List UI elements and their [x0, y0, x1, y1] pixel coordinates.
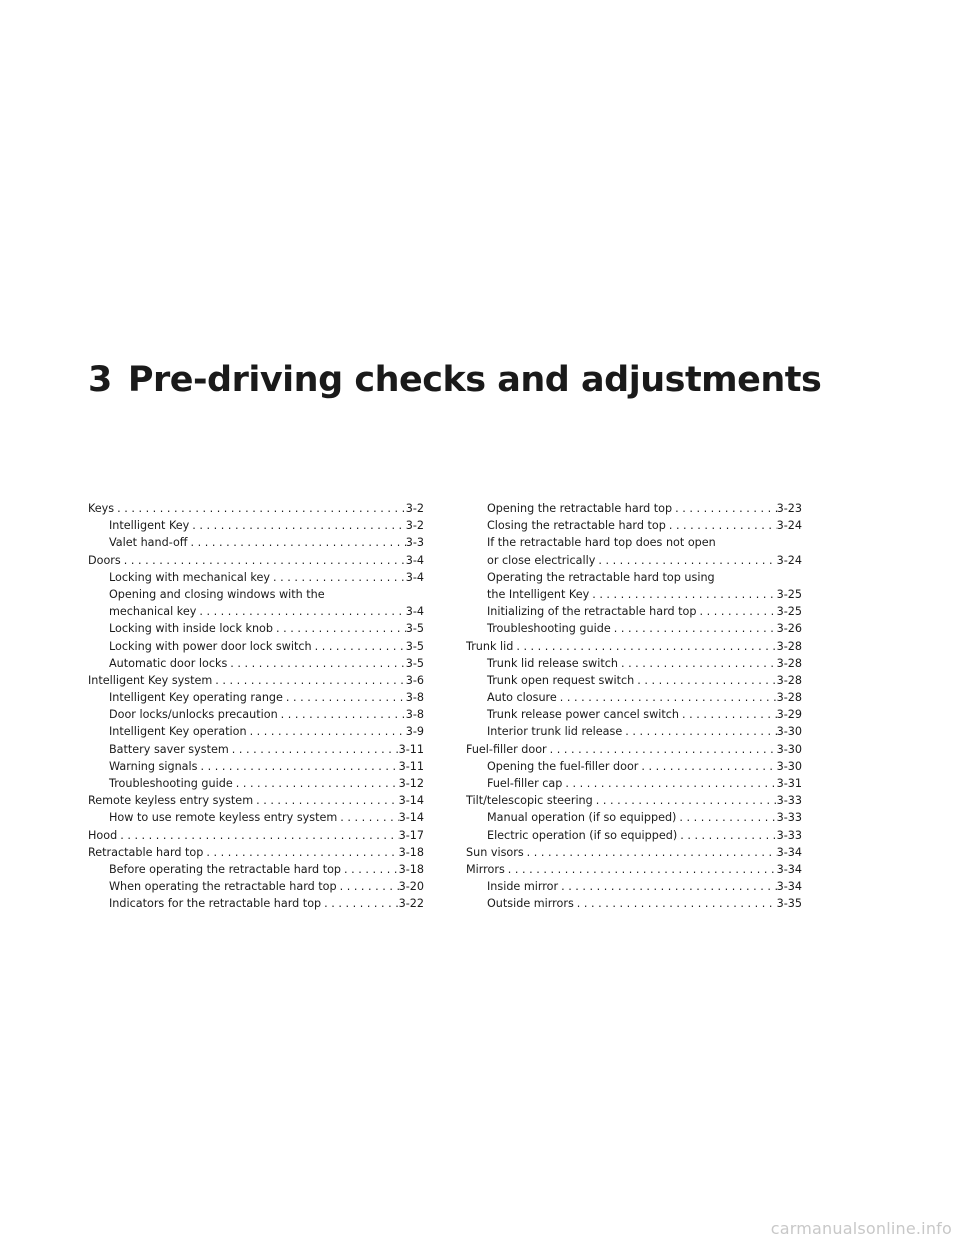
toc-entry-label: Outside mirrors — [487, 897, 574, 911]
dot-leader — [547, 741, 777, 758]
toc-entry[interactable] — [466, 534, 802, 551]
dot-leader — [611, 620, 777, 637]
toc-entry-label: Opening and closing windows with the — [109, 587, 325, 601]
dot-leader — [666, 517, 777, 534]
toc-entry-page: 3-28 — [776, 691, 802, 705]
toc-entry[interactable] — [88, 844, 424, 861]
toc-entry-label: the Intelligent Key — [487, 587, 590, 601]
dot-leader — [337, 809, 398, 826]
toc-entry-label: Troubleshooting guide — [487, 622, 611, 636]
dot-leader — [197, 758, 398, 775]
toc-entry[interactable] — [88, 878, 424, 895]
toc-entry-label: Interior trunk lid release — [487, 725, 623, 739]
toc-column-right — [466, 500, 802, 913]
toc-entry[interactable] — [466, 603, 802, 620]
toc-entry[interactable] — [88, 723, 424, 740]
toc-entry-page: 3-22 — [398, 897, 424, 911]
toc-entry-label: mechanical key — [109, 605, 197, 619]
dot-leader — [189, 517, 405, 534]
toc-entry-page: 3-5 — [405, 656, 424, 670]
toc-entry-label: Operating the retractable hard top using — [487, 570, 715, 584]
toc-entry[interactable] — [466, 758, 802, 775]
toc-entry-page: 3-4 — [405, 605, 424, 619]
dot-leader — [524, 844, 777, 861]
toc-entry-page: 3-28 — [776, 656, 802, 670]
toc-entry-label: Door locks/unlocks precaution — [109, 708, 278, 722]
toc-entry[interactable] — [88, 809, 424, 826]
toc-entry-label: Closing the retractable hard top — [487, 519, 666, 533]
dot-leader — [114, 500, 406, 517]
toc-entry-label: Inside mirror — [487, 880, 559, 894]
toc-entry[interactable] — [466, 689, 802, 706]
dot-leader — [513, 638, 776, 655]
toc-entry-label: Tilt/telescopic steering — [466, 794, 593, 808]
toc-entry-label: Intelligent Key system — [88, 673, 213, 687]
dot-leader — [505, 861, 777, 878]
toc-entry-page: 3-30 — [776, 759, 802, 773]
toc-entry[interactable] — [88, 655, 424, 672]
toc-entry-page: 3-34 — [776, 880, 802, 894]
toc-entry[interactable] — [466, 878, 802, 895]
toc-entry-label: Opening the retractable hard top — [487, 502, 673, 515]
toc-entry[interactable] — [88, 603, 424, 620]
dot-leader — [574, 895, 777, 912]
toc-entry[interactable] — [88, 689, 424, 706]
toc-entry-label: Fuel-filler door — [466, 742, 547, 756]
dot-leader — [253, 792, 399, 809]
toc-entry-page: 3-33 — [776, 828, 802, 842]
toc-entry-page: 3-34 — [776, 862, 802, 876]
toc-entry-page: 3-30 — [776, 742, 802, 756]
toc-entry-label: Mirrors — [466, 862, 505, 876]
toc-entry-page: 3-12 — [398, 777, 424, 790]
dot-leader — [672, 500, 776, 517]
dot-leader — [117, 827, 398, 844]
dot-leader — [188, 534, 406, 551]
chapter-title-text: Pre-driving checks and adjustments — [127, 360, 822, 400]
toc-entry[interactable] — [466, 655, 802, 672]
toc-entry-label: Keys — [88, 502, 115, 515]
toc-entry[interactable] — [88, 569, 424, 586]
toc-entry-page: 3-28 — [776, 673, 802, 687]
chapter-number: 3 — [88, 360, 112, 400]
toc-entry[interactable] — [88, 758, 424, 775]
dot-leader — [677, 827, 776, 844]
dot-leader — [618, 655, 777, 672]
dot-leader — [558, 878, 777, 895]
toc-entry-page: 3-11 — [398, 759, 424, 773]
dot-leader — [196, 603, 405, 620]
toc-entry-label: Fuel-filler cap — [487, 777, 563, 790]
toc-entry-label: Intelligent Key operating range — [109, 691, 283, 705]
dot-leader — [638, 758, 776, 775]
dot-leader — [679, 706, 777, 723]
toc-entry[interactable] — [88, 500, 424, 517]
chapter-title — [88, 360, 821, 400]
dot-leader — [233, 775, 399, 792]
toc-entry-page: 3-20 — [398, 880, 424, 894]
dot-leader — [562, 775, 776, 792]
toc-entry[interactable] — [88, 827, 424, 844]
toc-entry-page: 3-2 — [405, 502, 424, 515]
toc-entry[interactable] — [88, 586, 424, 603]
toc-entry-page: 3-2 — [405, 519, 424, 533]
toc-entry-label: When operating the retractable hard top — [109, 880, 337, 894]
toc-entry-page: 3-30 — [776, 725, 802, 739]
dot-leader — [229, 741, 399, 758]
dot-leader — [121, 552, 406, 569]
toc-entry-label: Battery saver system — [109, 742, 229, 756]
dot-leader — [247, 723, 406, 740]
toc-entry-label: Troubleshooting guide — [109, 777, 233, 790]
toc-entry-label: Manual operation (if so equipped) — [487, 811, 677, 825]
toc-entry-label: Valet hand-off — [109, 536, 188, 550]
toc-entry[interactable] — [88, 638, 424, 655]
toc-entry-label: Locking with power door lock switch — [109, 639, 312, 653]
toc-entry[interactable] — [466, 569, 802, 586]
toc-entry-page: 3-14 — [398, 794, 424, 808]
toc-entry[interactable] — [88, 895, 424, 912]
toc-entry-page: 3-4 — [405, 570, 424, 584]
toc-entry[interactable] — [88, 775, 424, 792]
dot-leader — [341, 861, 399, 878]
dot-leader — [337, 878, 399, 895]
toc-entry-page: 3-25 — [776, 605, 802, 619]
toc-entry[interactable] — [88, 792, 424, 809]
dot-leader — [589, 586, 776, 603]
toc-entry[interactable] — [88, 552, 424, 569]
toc-entry-page: 3-5 — [405, 622, 424, 636]
dot-leader — [557, 689, 777, 706]
dot-leader — [283, 689, 406, 706]
toc-entry[interactable] — [466, 827, 802, 844]
toc-entry-page: 3-35 — [776, 897, 802, 911]
toc-entry-page: 3-34 — [776, 845, 802, 859]
toc-entry[interactable] — [466, 741, 802, 758]
toc-entry-page: 3-5 — [405, 639, 424, 653]
toc-entry-page: 3-18 — [398, 845, 424, 859]
dot-leader — [312, 638, 406, 655]
toc-entry[interactable] — [88, 672, 424, 689]
toc-entry-page: 3-4 — [405, 553, 424, 567]
toc-entry-page: 3-26 — [776, 622, 802, 636]
toc-entry-label: How to use remote keyless entry system — [109, 811, 338, 825]
toc-entry-page: 3-6 — [405, 673, 424, 687]
dot-leader — [697, 603, 777, 620]
dot-leader — [634, 672, 776, 689]
toc-entry-label: Intelligent Key operation — [109, 725, 247, 739]
toc-entry-page: 3-18 — [398, 862, 424, 876]
toc-entry-page: 3-3 — [405, 536, 424, 550]
dot-leader — [212, 672, 405, 689]
toc-entry-page: 3-8 — [405, 708, 424, 722]
toc-entry[interactable] — [466, 792, 802, 809]
dot-leader — [595, 552, 776, 569]
toc-entry-label: Locking with mechanical key — [109, 570, 270, 584]
toc-entry-label: Retractable hard top — [88, 845, 204, 859]
toc-entry-label: If the retractable hard top does not open — [487, 536, 716, 550]
toc-entry-label: Sun visors — [466, 845, 524, 859]
toc-entry[interactable] — [466, 517, 802, 534]
toc-entry[interactable] — [88, 517, 424, 534]
toc-entry-label: Trunk lid — [466, 639, 514, 653]
toc-entry-page: 3-28 — [776, 639, 802, 653]
toc-entry[interactable] — [88, 861, 424, 878]
toc-entry-page: 3-17 — [398, 828, 424, 842]
dot-leader — [273, 620, 406, 637]
toc-entry-label: Trunk release power cancel switch — [487, 708, 679, 722]
toc-entry[interactable] — [466, 706, 802, 723]
toc-entry[interactable] — [88, 620, 424, 637]
toc-column-left — [88, 500, 424, 913]
dot-leader — [203, 844, 398, 861]
toc-entry-page: 3-29 — [776, 708, 802, 722]
toc-entry[interactable] — [466, 775, 802, 792]
toc-entry[interactable] — [466, 809, 802, 826]
toc-entry-label: or close electrically — [487, 553, 596, 567]
toc-entry-page: 3-24 — [776, 519, 802, 533]
toc-entry[interactable] — [466, 844, 802, 861]
toc-entry-label: Electric operation (if so equipped) — [487, 828, 678, 842]
toc-entry[interactable] — [88, 706, 424, 723]
toc-entry[interactable] — [88, 741, 424, 758]
toc-entry-page: 3-23 — [776, 502, 802, 515]
toc-entry[interactable] — [466, 620, 802, 637]
toc-entry[interactable] — [466, 895, 802, 912]
toc-entry-page: 3-14 — [398, 811, 424, 825]
toc-entry-page: 3-9 — [405, 725, 424, 739]
toc-entry-label: Intelligent Key — [109, 519, 190, 533]
toc-entry[interactable] — [88, 534, 424, 551]
toc-entry-page: 3-33 — [776, 811, 802, 825]
dot-leader — [622, 723, 776, 740]
toc-entry-label: Indicators for the retractable hard top — [109, 897, 322, 911]
toc-entry-page: 3-31 — [776, 777, 802, 790]
toc-entry-label: Trunk lid release switch — [487, 656, 618, 670]
toc-entry-label: Auto closure — [487, 691, 557, 705]
toc-entry-label: Hood — [88, 828, 118, 842]
toc-entry[interactable] — [466, 861, 802, 878]
toc-entry-page: 3-33 — [776, 794, 802, 808]
toc-entry-page: 3-24 — [776, 553, 802, 567]
toc-entry-label: Warning signals — [109, 759, 198, 773]
dot-leader — [227, 655, 405, 672]
toc-entry-page: 3-11 — [398, 742, 424, 756]
toc-entry[interactable] — [466, 672, 802, 689]
toc-entry[interactable] — [466, 552, 802, 569]
dot-leader — [270, 569, 406, 586]
toc-entry-label: Initializing of the retractable hard top — [487, 605, 697, 619]
toc-entry-label: Remote keyless entry system — [88, 794, 254, 808]
toc-entry-label: Locking with inside lock knob — [109, 622, 273, 636]
toc-entry-page: 3-25 — [776, 587, 802, 601]
toc-entry[interactable] — [466, 500, 802, 517]
dot-leader — [321, 895, 398, 912]
toc-entry-page: 3-8 — [405, 691, 424, 705]
dot-leader — [278, 706, 406, 723]
toc-entry[interactable] — [466, 723, 802, 740]
toc-entry-label: Before operating the retractable hard top — [109, 862, 342, 876]
toc-entry[interactable] — [466, 586, 802, 603]
watermark: carmanualsonline.info — [770, 1219, 952, 1238]
dot-leader — [676, 809, 776, 826]
dot-leader — [593, 792, 777, 809]
toc-entry-label: Trunk open request switch — [487, 673, 635, 687]
toc-entry-label: Automatic door locks — [109, 656, 228, 670]
toc-entry[interactable] — [466, 638, 802, 655]
toc-entry-label: Opening the fuel-filler door — [487, 759, 639, 773]
toc-entry-label: Doors — [88, 553, 121, 567]
